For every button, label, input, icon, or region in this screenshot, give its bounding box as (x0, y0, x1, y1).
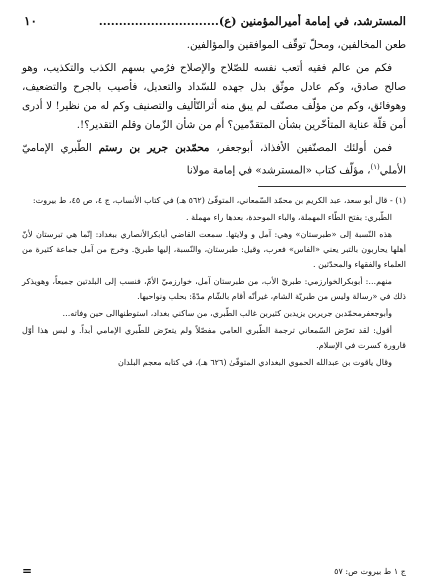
footnote-line: وقال ياقوت بن عبدالله الحموي البغدادي المتوفّىٰ (٦٢٦ هـ)، في كتابه معجم البلدان (117, 357, 392, 368)
footnote-line: منهم...: أبوبكرالخوارزمي: طبريّ الأب، من طبرستان آمل، خوارزميّ الأمّ، فنسب إلى البلدتين جميعاً، وهويذكر ذلك في «رسالة وليس من طبريّة الشام، غيرأنّه أقام بالشّام مدّةً: بحلب ونواحيها. (22, 276, 406, 302)
paragraph-3-text-c: ، مؤلّف كتاب «المسترشد» في إمامة مولانا (186, 164, 371, 177)
footnotes (22, 193, 406, 370)
header-leader-dots: .............................. (98, 14, 219, 28)
paragraph-2: فكم من عالم فقيه أتعب نفسه للصّلاح والإصلاح فرُمي بسهم الكذب والتكذيب، وهو صالح صادق، وكم عادل موثّق بذل جهده للسّداد والتعديل، فأصيب بالجرح والتضعيف، وهوفائق، وكم من مؤلّف مصنّف لم يبق منه أثرالتّأليف والتصنيف وكم له من نظير! لا أدرى أمن قلّة عناية المتأخّرين بشأن المتقدّمين؟ أم من شأن الزّمان وقلم التقدير؟!. (22, 62, 406, 131)
paragraph-1: طعن المخالفين، ومحلّ توقّف الموافقين والمؤالفين. (186, 39, 406, 51)
footnote-line: وأبوجعفرمحمّدبن جريربن يزيدبن كثيربن غالب الطّبري، من ساكني بغداد، استوطنهاالى حين وفاته... (62, 308, 392, 319)
continuation-mark: = (22, 564, 32, 578)
footnote-1: (١) - قال أبو سعد، عبد الكريم بن محمّد السّمعاني، المتوفّىٰ (٥٦٢ هـ) في كتاب الأنساب، ج ٤، ص ٤٥، ط بيروت: (32, 195, 406, 206)
footer-source: ج ١ ط بيروت ص: ٥٧ (334, 566, 406, 576)
page-number: ١٠ (24, 14, 37, 28)
footnote-line: الطّبري: بفتح الطّاء المهملة، والباء الموحدة، بعدها راء مهملة . (185, 212, 392, 223)
paragraph-3-text-b: الطّبري الإماميّ الأملي (22, 142, 406, 177)
main-text (22, 36, 406, 180)
footnote-reference[interactable]: (١) (370, 163, 380, 171)
running-title: المسترشد، في إمامة أميرالمؤمنين (ع).............................. (98, 14, 406, 28)
paragraph-3 (22, 139, 406, 180)
page-header (22, 14, 406, 36)
footnote-line: أقول: لقد تعرّض السّمعاني ترجمة الطّبري العامي مفصّلاً ولم يتعرّض للطّبري الإمامي أبداً. و ليس هذا أوّل قارورة كسرت في الإسلام. (22, 325, 406, 351)
author-name: محمّدبن جرير بن رستم (98, 142, 210, 154)
page-footer (22, 564, 406, 578)
footnote-line: هذه النّسبة إلى «طبرستان» وهي: آمل و ولايتها. سمعت القاضي أبابكرالأنصاري ببغداد: إنّما هي تبرستان لأنّ أهلها يحاربون بالتبر يعني «الفاس» فعرب، وقيل: طبرستان، والنّسبة، إليها طبريّ. وخرج من آمل جماعة كثيرة من العلماء والفقهاء والمحدّثين . (22, 229, 406, 270)
paragraph-3-text-a: فمن أولئك المصنّفين الأفذاذ، أبوجعفر، (216, 142, 392, 154)
footnote-separator (258, 186, 406, 187)
